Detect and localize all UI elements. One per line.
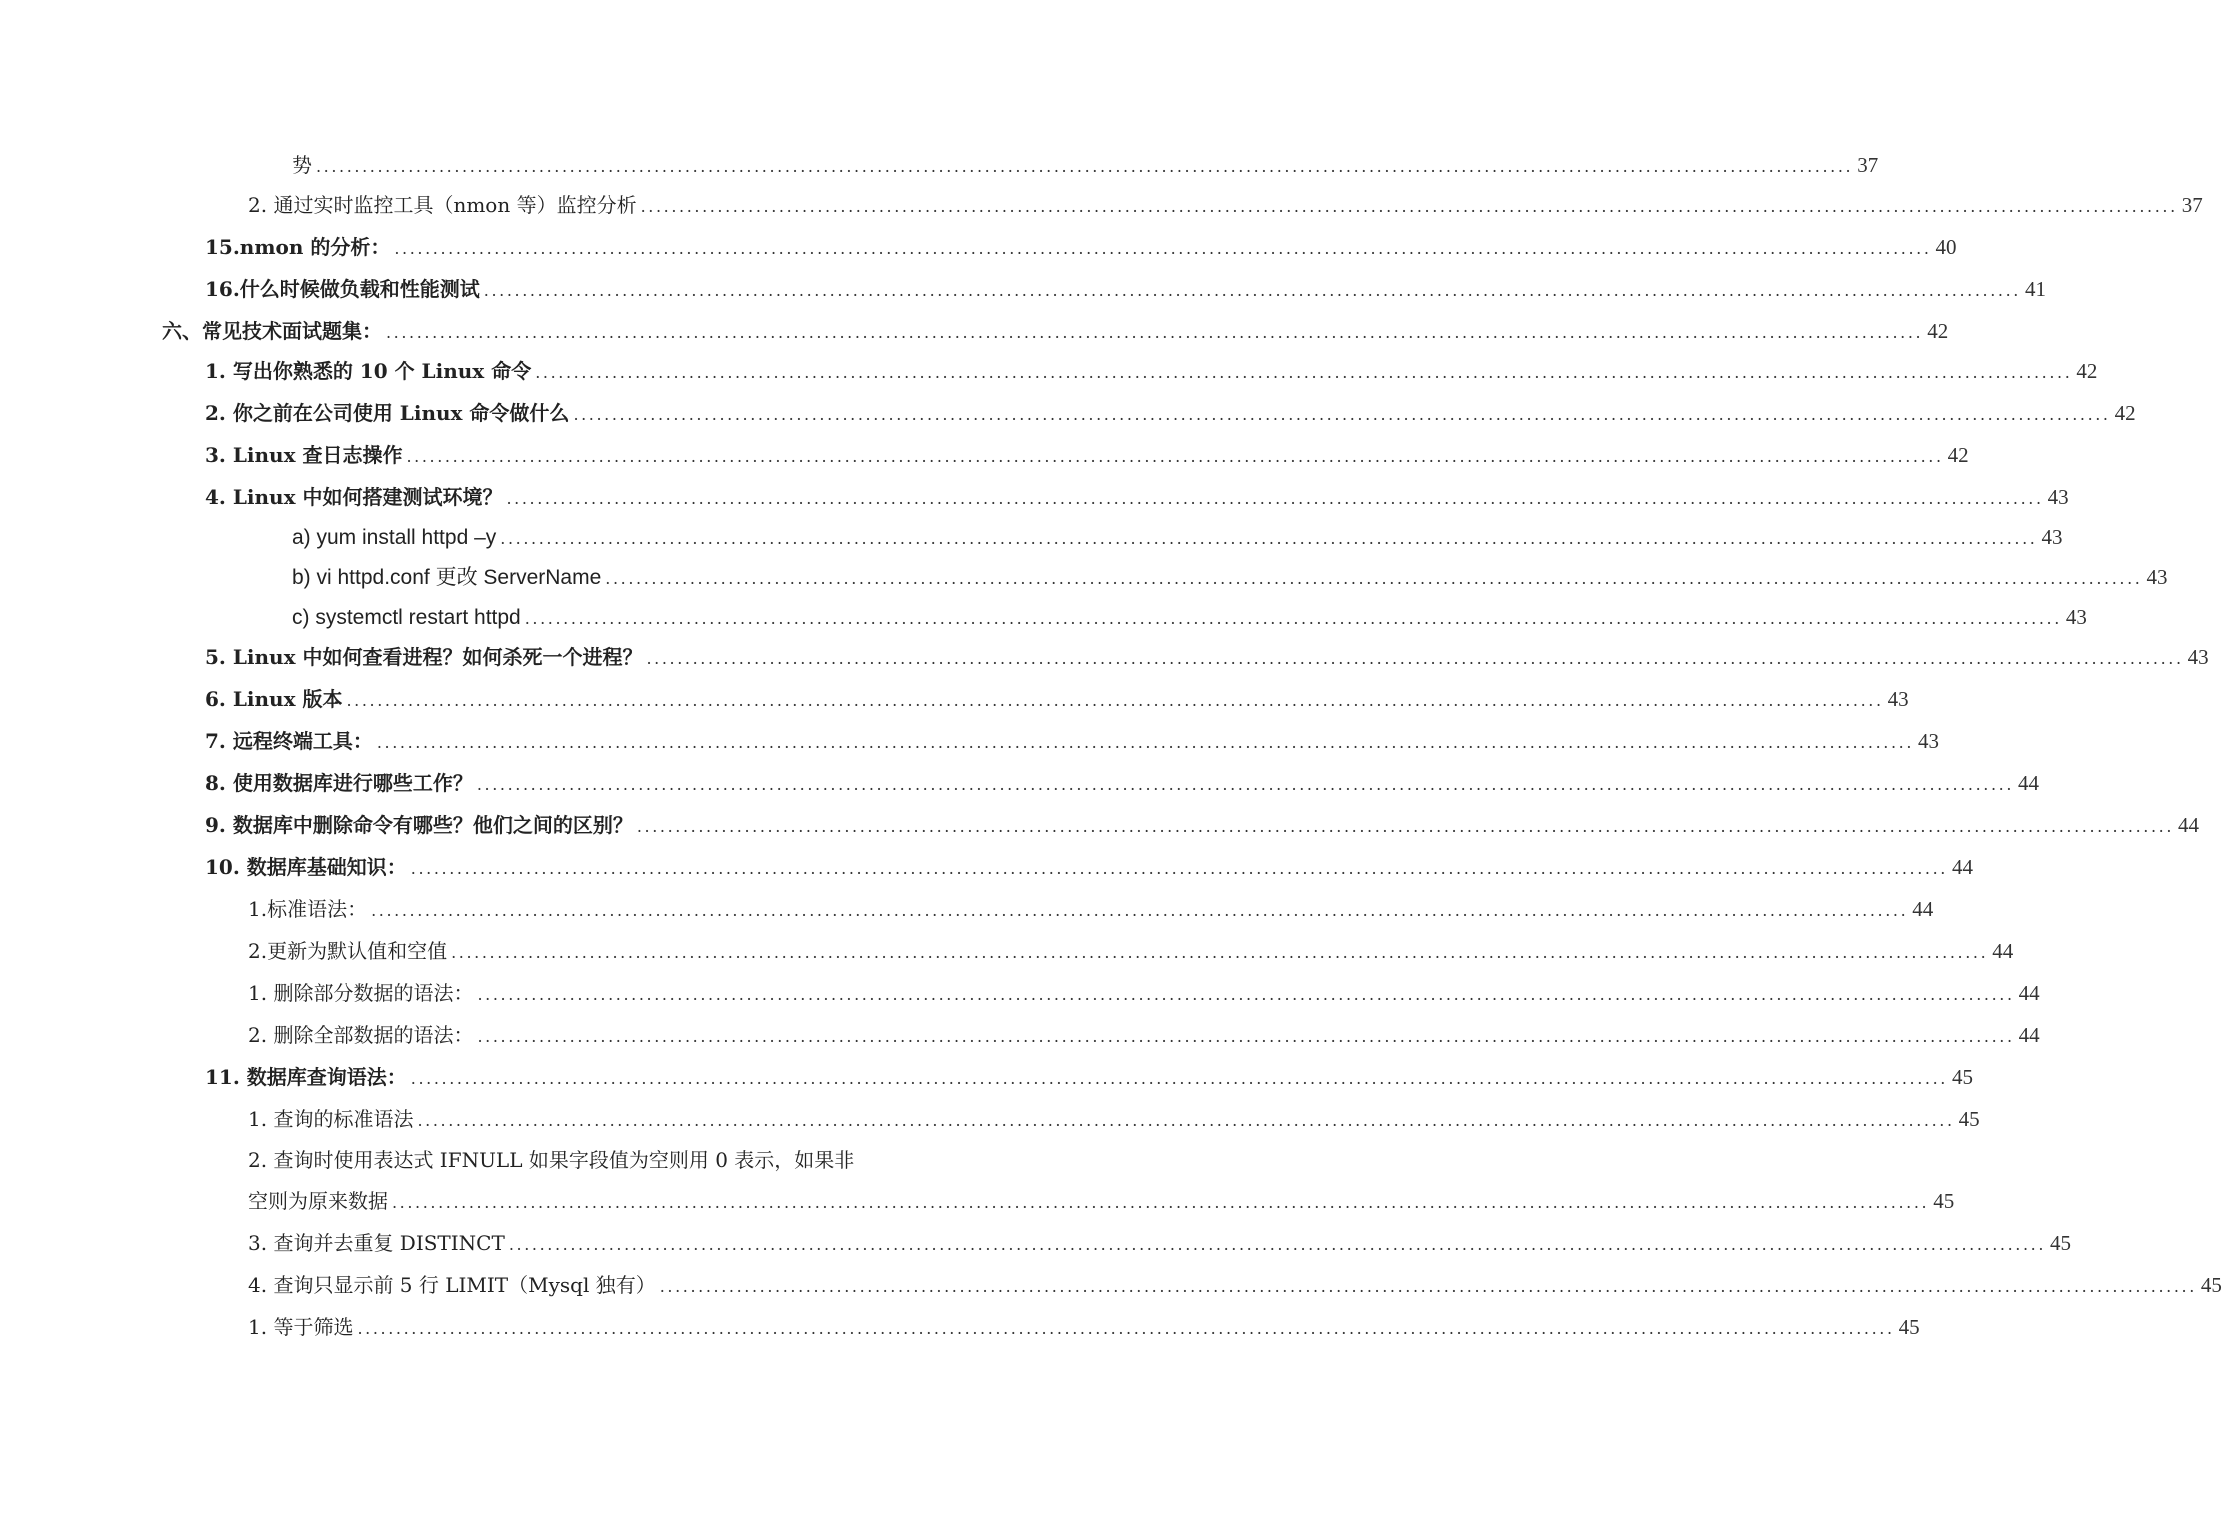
toc-entry-page: 43 [1887, 687, 1909, 711]
toc-entry-label: 2. 你之前在公司使用 Linux 命令做什么 [205, 401, 570, 425]
dot-leader: ........................................................................................................................................................................................................ [646, 649, 2184, 668]
toc-entry-label: a) yum install httpd –y [292, 526, 497, 549]
toc-entry[interactable] [205, 724, 1940, 758]
dot-leader: ........................................................................................................................................................................................................ [357, 1319, 1895, 1338]
toc-entry-page: 44 [1912, 897, 1934, 921]
toc-entry[interactable] [205, 230, 1957, 264]
toc-entry-page: 43 [1918, 729, 1940, 753]
toc-entry-page: 43 [2187, 645, 2209, 669]
toc-entry-page: 43 [2047, 485, 2069, 509]
toc-entry-page: 45 [2050, 1231, 2072, 1255]
toc-entry-page: 45 [2200, 1273, 2222, 1297]
toc-entry-label: 10. 数据库基础知识： [205, 855, 407, 879]
toc-entry[interactable] [162, 314, 1949, 348]
toc-entry-page: 43 [2146, 565, 2168, 589]
toc-entry-label: 6. Linux 版本 [205, 687, 343, 711]
toc-entry-label: 2.更新为默认值和空值 [248, 939, 448, 963]
toc-entry-label: 1. 查询的标准语法 [248, 1107, 414, 1131]
dot-leader: ........................................................................................................................................................................................................ [316, 157, 1854, 176]
toc-entry[interactable] [248, 892, 1934, 926]
toc-entry-page: 41 [2024, 277, 2046, 301]
toc-entry[interactable] [205, 682, 1909, 716]
toc-entry[interactable] [205, 1060, 1973, 1094]
dot-leader: ........................................................................................................................................................................................................ [477, 1027, 2015, 1046]
toc-entry-page: 44 [2018, 771, 2040, 795]
toc-entry-label: 2. 通过实时监控工具（nmon 等）监控分析 [248, 193, 637, 217]
dot-leader: ........................................................................................................................................................................................................ [371, 901, 1909, 920]
dot-leader: ........................................................................................................................................................................................................ [500, 529, 2038, 548]
toc-entry-page: 45 [1933, 1189, 1955, 1213]
dot-leader: ........................................................................................................................................................................................................ [640, 197, 2178, 216]
dot-leader: ........................................................................................................................................................................................................ [573, 405, 2111, 424]
toc-entry-wrapped-line[interactable] [248, 1143, 854, 1177]
toc-entry-page: 43 [2041, 525, 2063, 549]
toc-entry[interactable] [248, 1018, 2040, 1052]
toc-entry-page: 44 [2018, 981, 2040, 1005]
toc-entry-label: 15.nmon 的分析： [205, 235, 391, 259]
dot-leader: ........................................................................................................................................................................................................ [451, 943, 1989, 962]
toc-entry-label: 5. Linux 中如何查看进程？如何杀死一个进程？ [205, 645, 643, 669]
toc-entry[interactable] [292, 520, 2063, 554]
dot-leader: ........................................................................................................................................................................................................ [524, 609, 2062, 628]
dot-leader: ........................................................................................................................................................................................................ [605, 569, 2143, 588]
dot-leader: ........................................................................................................................................................................................................ [376, 733, 1915, 752]
dot-leader: ........................................................................................................................................................................................................ [410, 859, 1948, 878]
toc-entry[interactable] [205, 354, 2098, 388]
toc-entry-page: 40 [1935, 235, 1957, 259]
toc-entry[interactable] [292, 600, 2087, 634]
toc-entry-label: 7. 远程终端工具： [205, 729, 373, 753]
toc-entry-page: 42 [2114, 401, 2136, 425]
toc-entry-page: 44 [1992, 939, 2014, 963]
toc-entry-label: 2. 查询时使用表达式 IFNULL 如果字段值为空则用 0 表示，如果非 [248, 1148, 855, 1172]
toc-entry[interactable] [248, 1102, 1980, 1136]
toc-entry[interactable] [248, 1184, 1955, 1218]
toc-entry[interactable] [205, 396, 2136, 430]
dot-leader: ........................................................................................................................................................................................................ [659, 1277, 2197, 1296]
toc-entry[interactable] [205, 480, 2069, 514]
dot-leader: ........................................................................................................................................................................................................ [477, 985, 2015, 1004]
toc-entry-page: 42 [1947, 443, 1969, 467]
toc-entry-page: 43 [2065, 605, 2087, 629]
dot-leader: ........................................................................................................................................................................................................ [392, 1193, 1930, 1212]
toc-entry-label: 空则为原来数据 [248, 1189, 388, 1213]
toc-entry[interactable] [292, 560, 2168, 594]
dot-leader: ........................................................................................................................................................................................................ [346, 691, 1884, 710]
toc-entry[interactable] [205, 438, 1969, 472]
toc-entry-label: 11. 数据库查询语法： [205, 1065, 407, 1089]
dot-leader: ........................................................................................................................................................................................................ [506, 489, 2044, 508]
dot-leader: ........................................................................................................................................................................................................ [508, 1235, 2047, 1254]
toc-entry-label: 3. Linux 查日志操作 [205, 443, 403, 467]
toc-entry-page: 44 [1951, 855, 1973, 879]
toc-entry-page: 45 [1958, 1107, 1980, 1131]
dot-leader: ........................................................................................................................................................................................................ [386, 323, 1924, 342]
toc-entry[interactable] [248, 976, 2040, 1010]
dot-leader: ........................................................................................................................................................................................................ [476, 775, 2015, 794]
toc-entry-page: 44 [2178, 813, 2200, 837]
toc-entry[interactable] [205, 850, 1973, 884]
toc-entry-label: 3. 查询并去重复 DISTINCT [248, 1231, 505, 1255]
toc-entry-label: 2. 删除全部数据的语法： [248, 1023, 474, 1047]
toc-entry-label: 1.标准语法： [248, 897, 368, 921]
toc-entry[interactable] [248, 188, 2203, 222]
toc-entry-label: 1. 等于筛选 [248, 1315, 354, 1339]
toc-entry-page: 45 [1898, 1315, 1920, 1339]
toc-entry[interactable] [205, 272, 2046, 306]
toc-entry[interactable] [205, 640, 2209, 674]
toc-entry[interactable] [248, 1310, 1920, 1344]
dot-leader: ........................................................................................................................................................................................................ [394, 239, 1932, 258]
dot-leader: ........................................................................................................................................................................................................ [483, 281, 2021, 300]
dot-leader: ........................................................................................................................................................................................................ [535, 363, 2073, 382]
toc-entry[interactable] [248, 1226, 2072, 1260]
toc-entry-page: 44 [2018, 1023, 2040, 1047]
toc-entry-page: 45 [1951, 1065, 1973, 1089]
toc-entry-label: 势 [292, 153, 312, 177]
toc-entry-page: 37 [1857, 153, 1879, 177]
dot-leader: ........................................................................................................................................................................................................ [417, 1111, 1955, 1130]
toc-entry[interactable] [248, 1268, 2222, 1302]
dot-leader: ........................................................................................................................................................................................................ [636, 817, 2175, 836]
toc-entry-label: 16.什么时候做负载和性能测试 [205, 277, 480, 301]
toc-entry-label: b) vi httpd.conf 更改 ServerName [292, 566, 602, 589]
toc-entry[interactable] [248, 934, 2014, 968]
toc-entry-page: 42 [1927, 319, 1949, 343]
toc-entry[interactable] [205, 766, 2040, 800]
toc-entry[interactable] [292, 148, 1879, 182]
toc-entry-label: 1. 删除部分数据的语法： [248, 981, 474, 1005]
toc-entry-label: 9. 数据库中删除命令有哪些？他们之间的区别？ [205, 813, 633, 837]
toc-entry-label: 六、常见技术面试题集： [162, 319, 382, 343]
dot-leader: ........................................................................................................................................................................................................ [406, 447, 1944, 466]
toc-entry-label: c) systemctl restart httpd [292, 606, 521, 629]
dot-leader: ........................................................................................................................................................................................................ [410, 1069, 1948, 1088]
toc-entry-label: 4. 查询只显示前 5 行 LIMIT（Mysql 独有） [248, 1273, 656, 1297]
toc-entry-page: 37 [2181, 193, 2203, 217]
toc-entry-label: 4. Linux 中如何搭建测试环境？ [205, 485, 503, 509]
toc-entry-page: 42 [2076, 359, 2098, 383]
toc-entry-label: 1. 写出你熟悉的 10 个 Linux 命令 [205, 359, 532, 383]
toc-entry-label: 8. 使用数据库进行哪些工作？ [205, 771, 473, 795]
toc-entry[interactable] [205, 808, 2200, 842]
